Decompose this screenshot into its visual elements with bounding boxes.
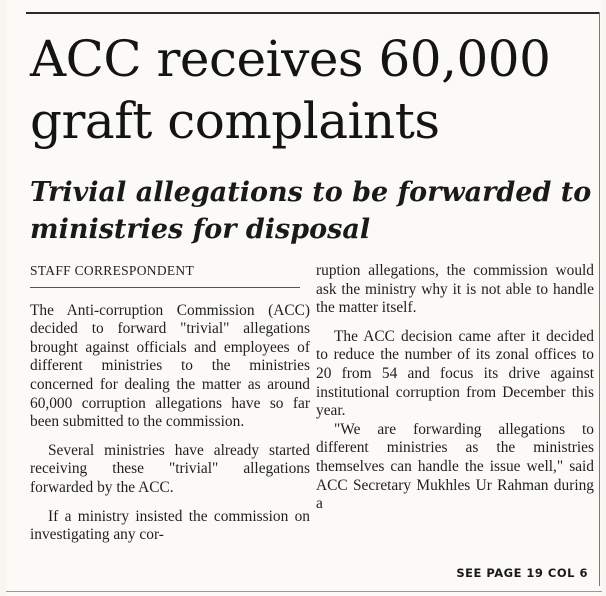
paragraph: "We are forwarding allegations to different ministries as the ministries themselves can handle the issue well," said ACC Secretary Mukhles Ur Rahman during a	[316, 420, 594, 513]
paragraph: The Anti-corruption Commission (ACC) decided to forward "trivial" allegations brought against officials and employees of different ministries to the ministries concerned for dealing the matter as around 60,000 corruption allegations have so far been submitted to the commission.	[30, 301, 310, 431]
column-rule	[599, 12, 600, 586]
continuation-note: SEE PAGE 19 COL 6	[456, 566, 588, 580]
paragraph: Several ministries have already started receiving these "trivial" allegations forwarded by the ACC.	[30, 441, 310, 496]
top-rule	[26, 12, 600, 14]
bottom-rule	[6, 591, 602, 592]
byline: STAFF CORRESPONDENT	[30, 262, 300, 288]
subheadline: Trivial allegations to be forwarded to ministries for disposal	[30, 177, 592, 245]
headline: ACC receives 60,000 graft complaints	[30, 30, 551, 150]
paragraph: If a ministry insisted the commission on investigating any cor-	[30, 507, 310, 544]
paragraph: The ACC decision came after it decided to reduce the number of its zonal offices to 20 from 54 and focus its drive against institutional corruption from December this year.	[316, 327, 594, 420]
left-column	[30, 262, 310, 545]
paragraph: ruption allegations, the commission would ask the ministry why it is not able to handle the matter itself.	[316, 262, 594, 317]
newspaper-clipping	[6, 0, 602, 596]
right-column	[316, 262, 594, 514]
